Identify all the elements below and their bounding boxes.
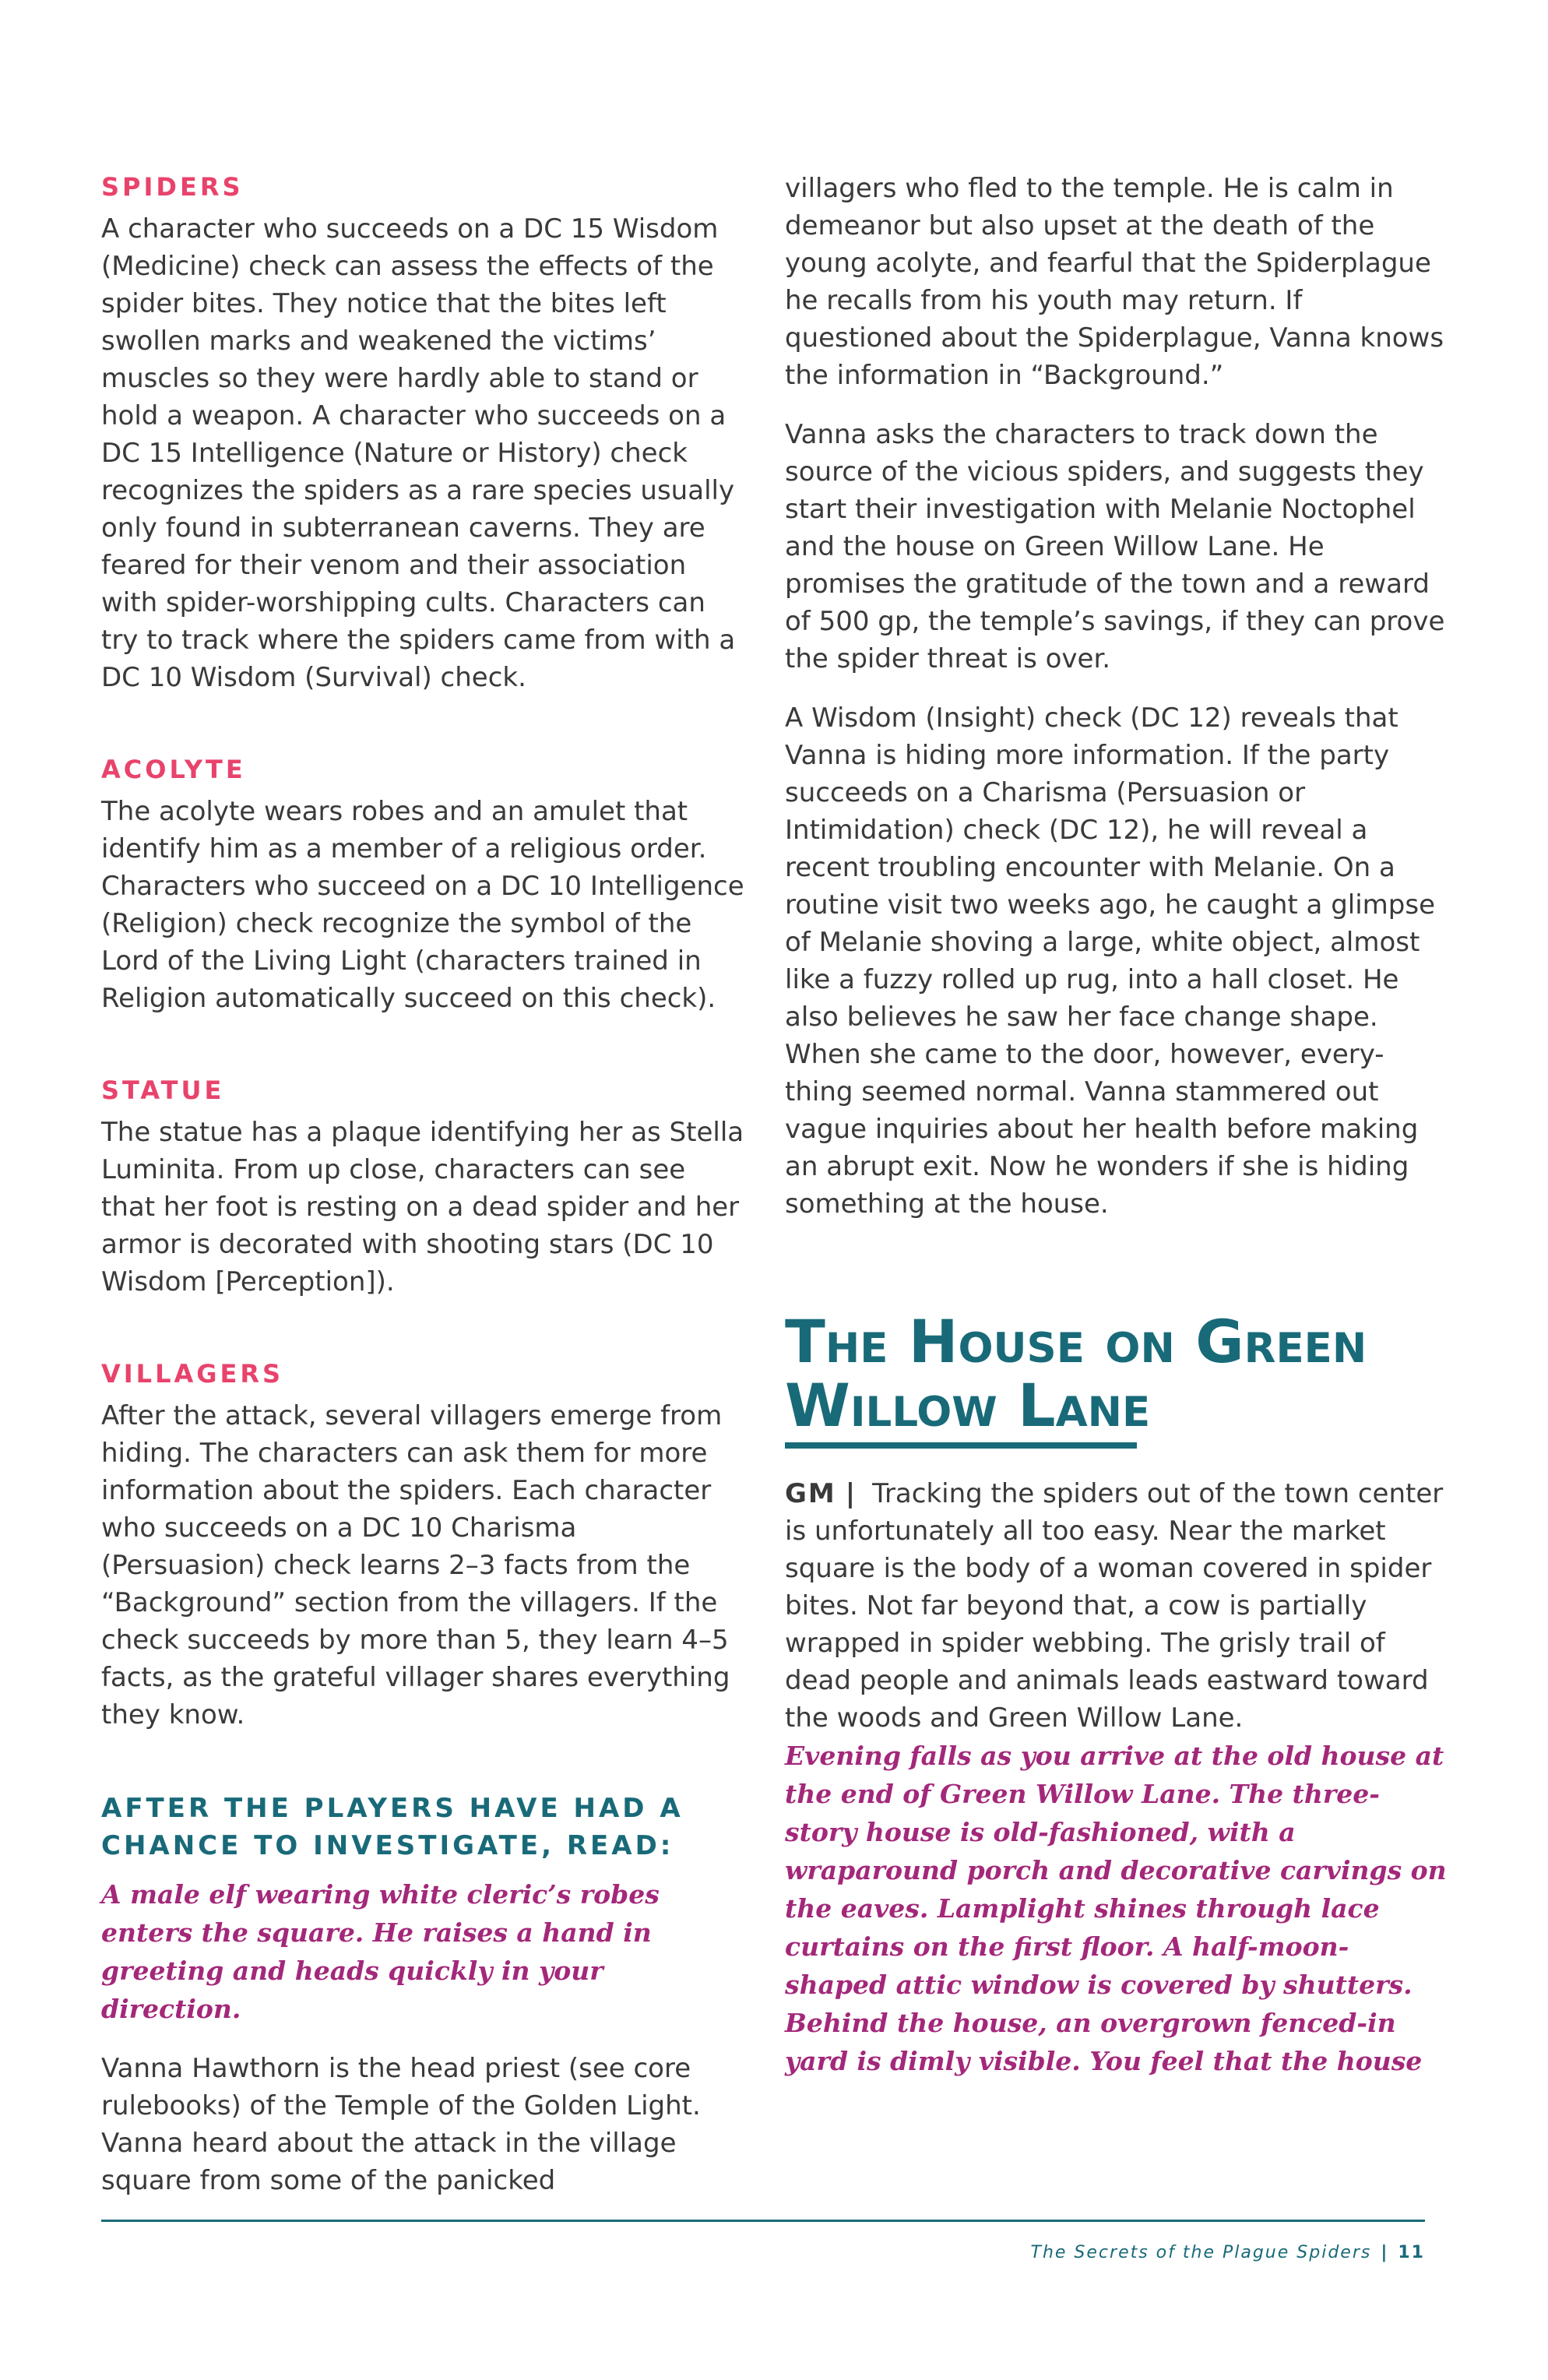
footer-rule: [101, 2220, 1425, 2222]
vanna-intro-text: Vanna Hawthorn is the head priest (see core rulebooks) of the Temple of the Golden Light. Vanna heard about the attack in the village square from some of the panicked: [101, 2053, 701, 2196]
statue-heading: STATUE: [101, 1076, 225, 1105]
gm-label: GM: [785, 1478, 836, 1509]
chapter-title: [785, 1307, 1367, 1449]
title-underline: [785, 1442, 1137, 1449]
statue-text: The statue has a plaque identifying her as Stella Luminita. From up close, characters can see that her foot is resting on a dead spider and her armor is decorated with shooting stars (DC 10 Wisdom [Perception]).: [101, 1117, 744, 1297]
acolyte-text: The acolyte wears robes and an amulet that identify him as a member of a religious order. Characters who succeed on a DC 10 Intelligence (Religion) check recognize the symbol of the Lord of the Living Light (characters trained in Religion automatically succeed on this check).: [101, 796, 744, 1014]
page-footer: [1031, 2243, 1425, 2262]
acolyte-heading: ACOLYTE: [101, 755, 246, 784]
right-column: [785, 170, 1447, 2080]
chapter-title-line-2: Willow Lane: [785, 1371, 1151, 1440]
insight-text: A Wisdom (Insight) check (DC 12) reveals that Vanna is hiding more information. If the party succeeds on a Charisma (Persuasion or Intimidation) check (DC 12), he will reveal a recent troubling encounter with Melanie. On a routine visit two weeks ago, he caught a glimpse of Melanie shoving a large, white object, almost like a fuzzy rolled up rug, into a hall closet. He also believes he saw her face change shape. When she came to the door, however, every-thing seemed normal. Vanna stammered out vague inquiries about her health before making an abrupt exit. Now he wonders if she is hiding something at the house.: [785, 702, 1436, 1220]
villagers-text: After the attack, several villagers emerge from hiding. The characters can ask them for more information about the spiders. Each character who succeeds on a DC 10 Charisma (Persuasion) check learns 2–3 facts from the “Background” section from the villagers. If the check succeeds by more than 5, they learn 4–5 facts, as the grateful villager shares everything they know.: [101, 1400, 730, 1730]
page-number: 11: [1398, 2243, 1425, 2262]
left-column: [101, 171, 748, 2199]
gm-separator: |: [845, 1478, 856, 1509]
chapter-title-line-1: The House on Green: [785, 1307, 1367, 1376]
house-read-aloud-text: Evening falls as you arrive at the old house at the end of Green Willow Lane. The three-story house is old-fashioned, with a wraparound porch and decorative carvings on the eaves. Lamplight shines through lace curtains on the first floor. A half-moon-shaped attic window is covered by shutters. Behind the house, an overgrown fenced-in yard is dimly visible. You feel that the house: [785, 1741, 1447, 2076]
gm-text: Tracking the spiders out of the town center is unfortunately all too easy. Near the market square is the body of a woman covered in spider bites. Not far beyond that, a cow is partially wrapped in spider webbing. The grisly trail of dead people and animals leads eastward toward the woods and Green Willow Lane.: [785, 1478, 1444, 1734]
gm-paragraph: [785, 1475, 1447, 1737]
spiders-heading: SPIDERS: [101, 172, 244, 202]
villagers-heading: VILLAGERS: [101, 1359, 284, 1389]
vanna-continued-text: villagers who fled to the temple. He is calm in demeanor but also upset at the death of the young acolyte, and fearful that the Spiderplague he recalls from his youth may return. If questioned about the Spiderplague, Vanna knows the information in “Background.”: [785, 173, 1444, 391]
read-aloud-text: A male elf wearing white cleric’s robes enters the square. He raises a hand in greeting and heads quickly in your direction.: [101, 1879, 660, 2024]
read-aloud-heading: AFTER THE PLAYERS HAVE HAD A CHANCE TO INVESTIGATE, READ:: [101, 1793, 684, 1861]
footer-book-title: The Secrets of the Plague Spiders: [1030, 2243, 1372, 2262]
footer-separator: |: [1381, 2243, 1389, 2262]
spiders-text: A character who succeeds on a DC 15 Wisdom (Medicine) check can assess the effects of the spider bites. They notice that the bites left swollen marks and weakened the victims’ muscles so they were hardly able to stand or hold a weapon. A character who succeeds on a DC 15 Intelligence (Nature or History) check recognizes the spiders as a rare species usually only found in subterranean caverns. They are feared for their venom and their association with spider-worshipping cults. Characters can try to track where the spiders came from with a DC 10 Wisdom (Survival) check.: [101, 213, 736, 693]
vanna-request-text: Vanna asks the characters to track down the source of the vicious spiders, and suggests they start their investigation with Melanie Noctophel and the house on Green Willow Lane. He promises the gratitude of the town and a reward of 500 gp, the temple’s savings, if they can prove the spider threat is over.: [785, 419, 1445, 674]
